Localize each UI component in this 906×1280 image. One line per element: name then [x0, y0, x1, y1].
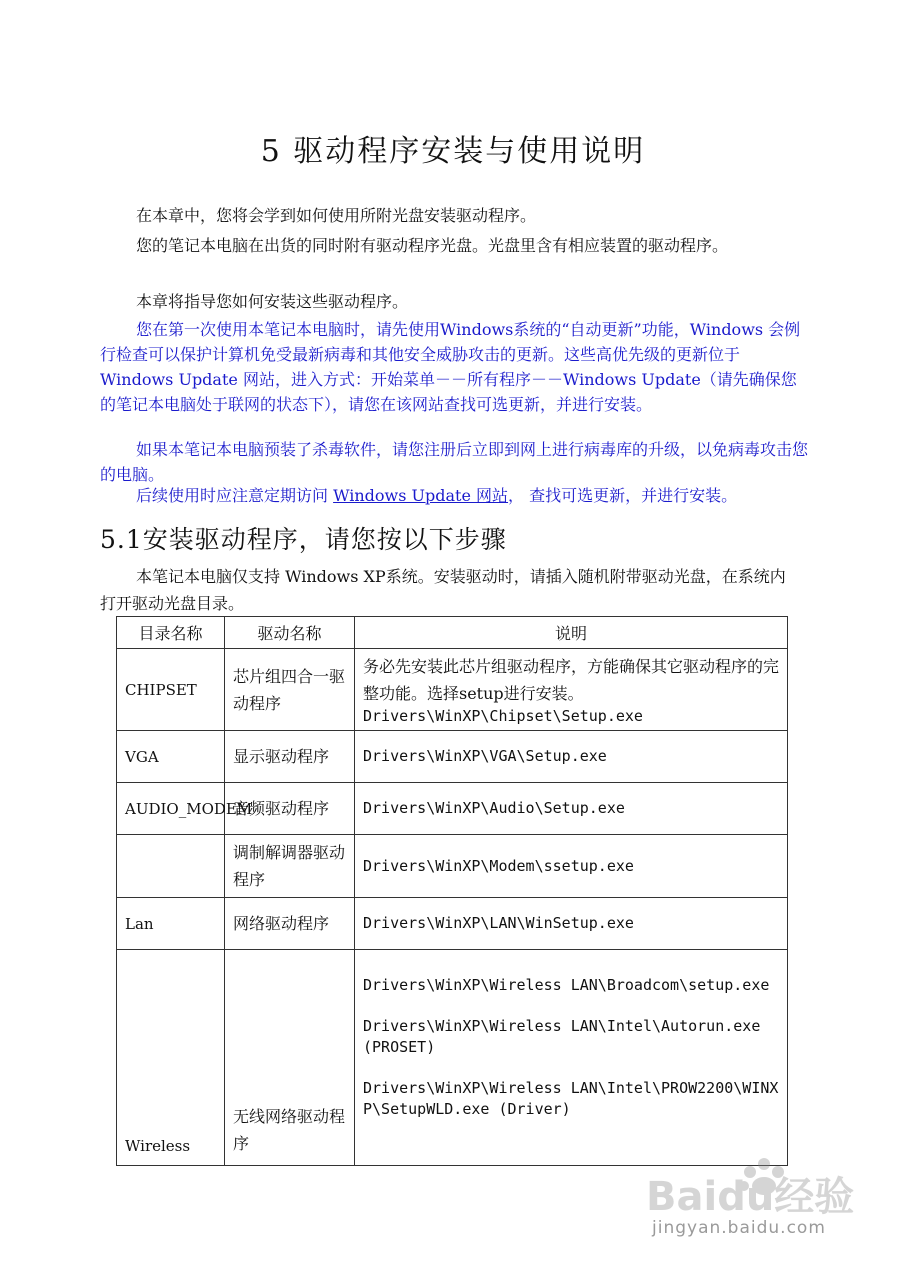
row-driver: 芯片组四合一驱动程序 [225, 649, 355, 731]
table-row [117, 649, 788, 731]
wireless-path-intel-proset: Drivers\WinXP\Wireless LAN\Intel\Autorun.exe (PROSET) [363, 1017, 761, 1056]
periodic-update-prefix: 后续使用时应注意定期访问 [136, 486, 334, 505]
row-directory [117, 835, 225, 898]
table-row [117, 783, 788, 835]
row-driver: 音频驱动程序 [225, 783, 355, 835]
table-row [117, 898, 788, 950]
row-path: Drivers\WinXP\Chipset\Setup.exe [363, 707, 643, 725]
header-driver: 驱动名称 [225, 617, 355, 649]
page-title: 5 驱动程序安装与使用说明 [260, 134, 646, 169]
table-row [117, 950, 788, 1166]
baidu-watermark-logo [640, 1150, 870, 1260]
paragraph-antivirus: 如果本笔记本电脑预装了杀毒软件，请您注册后立即到网上进行病毒库的升级，以免病毒攻击您的电脑。 [100, 440, 809, 484]
section-intro: 本笔记本电脑仅支持 Windows XP系统。安装驱动时，请插入随机附带驱动光盘，在系统内打开驱动光盘目录。 [100, 567, 786, 613]
header-description: 说明 [355, 617, 788, 649]
row-description-text: 务必先安装此芯片组驱动程序，方能确保其它驱动程序的完整功能。选择setup进行安装。 [363, 657, 780, 703]
wireless-path-broadcom: Drivers\WinXP\Wireless LAN\Broadcom\setup.exe [363, 976, 770, 994]
row-driver: 网络驱动程序 [225, 898, 355, 950]
header-directory: 目录名称 [117, 617, 225, 649]
periodic-update-suffix: ， 查找可选更新，并进行安装。 [508, 486, 738, 505]
row-directory: Wireless [117, 950, 225, 1166]
row-driver: 调制解调器驱动程序 [225, 835, 355, 898]
row-path: Drivers\WinXP\Modem\ssetup.exe [355, 835, 788, 898]
row-driver: 显示驱动程序 [225, 731, 355, 783]
row-driver: 无线网络驱动程序 [225, 950, 355, 1166]
row-directory: CHIPSET [117, 649, 225, 731]
row-path: Drivers\WinXP\LAN\WinSetup.exe [355, 898, 788, 950]
row-directory: VGA [117, 731, 225, 783]
paragraph-disc: 您的笔记本电脑在出货的同时附有驱动程序光盘。光盘里含有相应装置的驱动程序。 [136, 236, 729, 255]
row-path: Drivers\WinXP\Audio\Setup.exe [355, 783, 788, 835]
table-row [117, 731, 788, 783]
wireless-path-intel-driver: Drivers\WinXP\Wireless LAN\Intel\PROW2200\WINXP\SetupWLD.exe (Driver) [363, 1079, 779, 1118]
row-paths [355, 950, 788, 1166]
windows-update-link[interactable]: Windows Update 网站 [333, 486, 509, 505]
paragraph-intro: 在本章中，您将会学到如何使用所附光盘安装驱动程序。 [136, 206, 537, 225]
row-directory: AUDIO_MODEM [117, 783, 225, 835]
paragraph-windows-update: 您在第一次使用本笔记本电脑时，请先使用Windows系统的“自动更新”功能，Windows 会例行检查可以保护计算机免受最新病毒和其他安全威胁攻击的更新。这些高优先级的更新位于 Windows Update 网站，进入方式：开始菜单－－所有程序－－Windows Update（请先确保您的笔记本电脑处于联网的状态下），请您在该网站查找可选更新，并进行安装。 [100, 320, 801, 414]
paragraph-guide: 本章将指导您如何安装这些驱动程序。 [136, 292, 409, 311]
driver-table [116, 616, 788, 1166]
row-directory: Lan [117, 898, 225, 950]
section-heading: 5.1安装驱动程序，请您按以下步骤 [100, 525, 507, 554]
watermark-brand: Baidu经验 [646, 1174, 855, 1220]
paragraph-periodic-update [100, 483, 810, 508]
row-path: Drivers\WinXP\VGA\Setup.exe [355, 731, 788, 783]
row-description [355, 649, 788, 731]
watermark-url: jingyan.baidu.com [652, 1218, 826, 1238]
table-row [117, 835, 788, 898]
table-header-row [117, 617, 788, 649]
